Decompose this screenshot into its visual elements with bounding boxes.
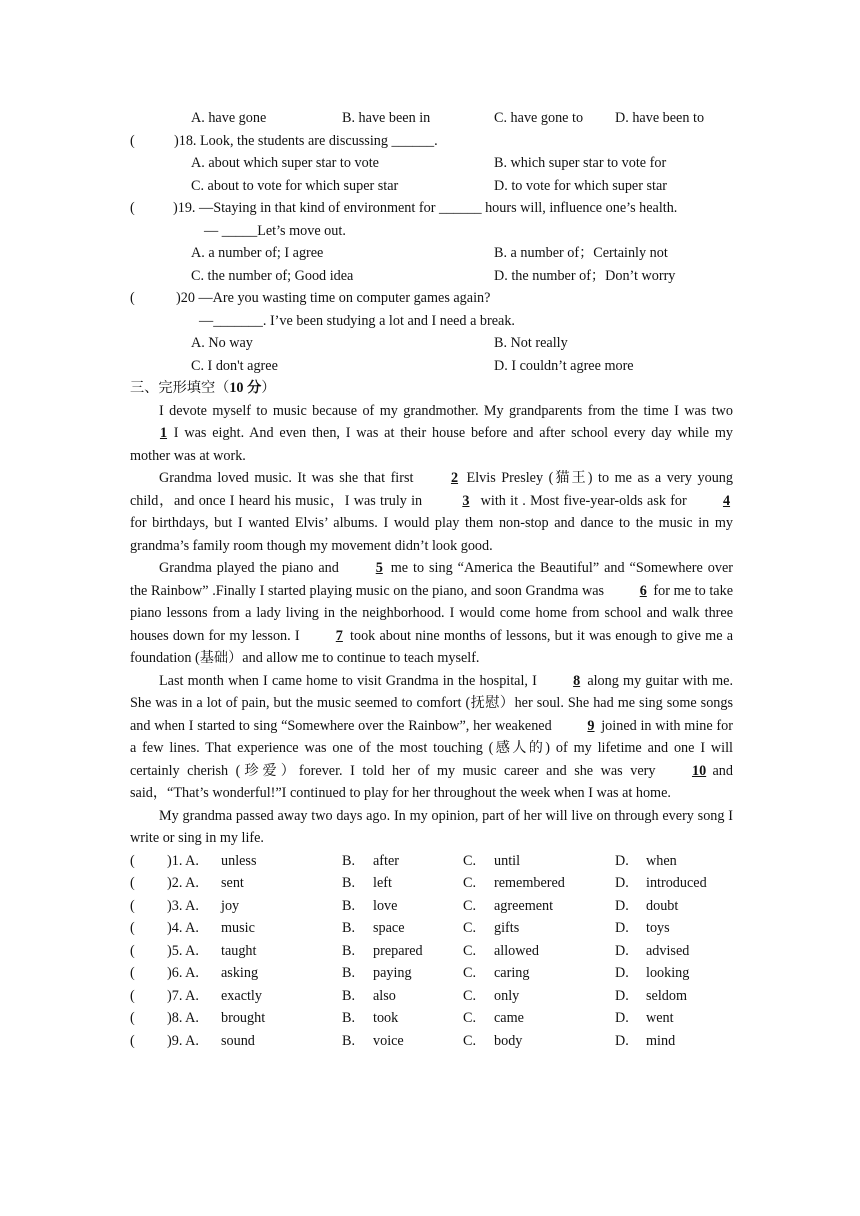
- choice-option-d: when: [646, 852, 677, 869]
- choice-row: [130, 895, 733, 918]
- passage-paragraph-1: I devote myself to music because of my grandmother. My grandparents from the time I was two 1 I was eight. And even then, I was at their house before and after school every day while my mother was at work.: [130, 402, 733, 464]
- exam-page: [130, 107, 733, 1052]
- choice-option-d: seldom: [646, 987, 687, 1004]
- choice-letter-c: C.: [463, 920, 477, 936]
- choice-letter-d: D.: [615, 942, 629, 959]
- choice-option-c: came: [494, 1010, 524, 1026]
- answer-paren: (: [130, 897, 135, 914]
- blank-9: 9: [587, 717, 595, 734]
- q19-stem: [130, 197, 733, 220]
- choice-letter-c: C.: [463, 987, 477, 1004]
- choice-option-a: sent: [221, 875, 244, 891]
- blank-1: 1: [159, 425, 168, 441]
- choice-letter-c: C.: [463, 965, 477, 981]
- choice-option-d: looking: [646, 965, 690, 981]
- passage-paragraph-2: Grandma loved music. It was she that first 2 Elvis Presley (猫王) to me as a very young child，and once I heard his music，I was truly in 3 with it . Most five-year-olds ask for 4 for birthdays, but I wanted Elvis’ albums. I would play them non-stop and dance to the music in my grandma’s family room though my movement didn’t look good.: [130, 467, 733, 557]
- choice-row: [130, 872, 733, 895]
- choice-letter-b: B.: [342, 1032, 356, 1049]
- q20-text: )20 —Are you wasting time on computer games again?: [176, 290, 491, 306]
- blank-5: 5: [375, 560, 383, 576]
- blank-7: 7: [335, 627, 343, 644]
- choice-option-a: brought: [221, 1010, 266, 1026]
- q20-option-b: B. Not really: [494, 335, 568, 351]
- choice-option-c: until: [494, 852, 521, 869]
- q19-options-row1: [130, 242, 733, 265]
- choice-letter-d: D.: [615, 852, 629, 869]
- blank-10: 10: [691, 762, 707, 779]
- q19-reply-text: — _____Let’s move out.: [204, 222, 346, 239]
- q18-options-row1: [130, 152, 733, 175]
- choice-option-b: took: [373, 1010, 399, 1026]
- choice-option-b: prepared: [373, 942, 423, 959]
- passage-paragraph-4: Last month when I came home to visit Grandma in the hospital, I 8 along my guitar with me. She was in a lot of pain, but the music seemed to comfort (抚慰）her soul. She had me sing some songs and when I started to sing “Somewhere over the Rainbow”, her weakened 9 joined in with mine for a few lines. That experience was one of the most touching (感人的) of my lifetime and one I will certainly cherish (珍爱）forever. I told her of my music career and she was very 10 and said，“That’s wonderful!”I continued to play for her throughout the week when I was at home.: [130, 670, 733, 805]
- choice-letter-b: B.: [342, 897, 356, 914]
- choice-number: )3. A.: [167, 897, 199, 914]
- blank-4: 4: [722, 492, 731, 509]
- choice-option-d: advised: [646, 942, 690, 959]
- choice-option-b: after: [373, 852, 399, 869]
- choice-letter-d: D.: [615, 875, 629, 891]
- choice-letter-d: D.: [615, 897, 629, 914]
- section-title: 三、完形填空（: [130, 380, 230, 396]
- choice-number: )1. A.: [167, 852, 199, 869]
- choice-row: [130, 850, 733, 873]
- q20-option-c: C. I don't agree: [191, 357, 278, 374]
- choice-option-d: toys: [646, 920, 670, 936]
- choice-option-c: remembered: [494, 875, 565, 891]
- q19-option-b: B. a number of；Certainly not: [494, 245, 668, 261]
- choice-option-c: agreement: [494, 897, 554, 914]
- choice-letter-b: B.: [342, 920, 356, 936]
- answer-paren: (: [130, 132, 135, 149]
- choice-letter-c: C.: [463, 852, 477, 869]
- q18-option-d: D. to vote for which super star: [494, 177, 667, 194]
- choice-option-d: introduced: [646, 875, 707, 891]
- answer-paren: (: [130, 965, 135, 981]
- q19-reply: [130, 220, 733, 243]
- blank-2: 2: [450, 470, 459, 486]
- q19-option-c: C. the number of; Good idea: [191, 267, 354, 284]
- choice-number: )2. A.: [167, 875, 199, 891]
- choice-number: )9. A.: [167, 1032, 199, 1049]
- choice-option-c: allowed: [494, 942, 539, 959]
- q20-option-d: D. I couldn’t agree more: [494, 357, 634, 374]
- q17-option-b: B. have been in: [342, 110, 431, 126]
- choice-number: )6. A.: [167, 965, 199, 981]
- answer-paren: (: [130, 852, 135, 869]
- choice-option-d: mind: [646, 1032, 676, 1049]
- choice-number: )4. A.: [167, 920, 199, 936]
- q19-text: )19. —Staying in that kind of environment for ______ hours will, influence one’s health.: [173, 200, 678, 216]
- choice-letter-b: B.: [342, 875, 356, 891]
- choice-letter-c: C.: [463, 897, 477, 914]
- q18-text: )18. Look, the students are discussing ______.: [174, 132, 438, 149]
- q19-option-d: D. the number of；Don’t worry: [494, 267, 676, 284]
- choice-letter-b: B.: [342, 942, 356, 959]
- passage-paragraph-5: My grandma passed away two days ago. In my opinion, part of her will live on through every song I write or sing in my life.: [130, 807, 733, 846]
- q20-stem: [130, 287, 733, 310]
- q17-options: [130, 107, 733, 130]
- q18-option-b: B. which super star to vote for: [494, 155, 667, 171]
- choice-row: [130, 962, 733, 985]
- choice-option-c: caring: [494, 965, 530, 981]
- choice-option-b: also: [373, 987, 396, 1004]
- answer-paren: (: [130, 920, 135, 936]
- q18-option-a: A. about which super star to vote: [191, 155, 379, 171]
- choice-letter-d: D.: [615, 1010, 629, 1026]
- blank-8: 8: [573, 672, 581, 689]
- choice-number: )8. A.: [167, 1010, 199, 1026]
- choice-option-a: joy: [221, 897, 240, 914]
- choice-option-a: taught: [221, 942, 257, 959]
- choice-option-d: went: [646, 1010, 674, 1026]
- answer-paren: (: [130, 942, 135, 959]
- choice-option-a: unless: [221, 852, 257, 869]
- choice-letter-c: C.: [463, 1032, 477, 1049]
- blank-6: 6: [639, 582, 647, 599]
- choice-letter-c: C.: [463, 1010, 477, 1026]
- choice-option-a: sound: [221, 1032, 255, 1049]
- answer-paren: (: [130, 875, 135, 891]
- choice-letter-b: B.: [342, 987, 356, 1004]
- answer-paren: (: [130, 1010, 135, 1026]
- choice-option-b: left: [373, 875, 392, 891]
- answer-paren: (: [130, 290, 135, 306]
- section-heading: [130, 377, 733, 400]
- choice-letter-d: D.: [615, 1032, 629, 1049]
- choice-option-a: exactly: [221, 987, 262, 1004]
- choice-row: [130, 1007, 733, 1030]
- q20-reply: [130, 310, 733, 333]
- section-close: ）: [261, 380, 276, 396]
- choice-number: )7. A.: [167, 987, 199, 1004]
- choice-option-a: music: [221, 920, 255, 936]
- choice-list: [130, 850, 733, 1053]
- choice-option-c: body: [494, 1032, 523, 1049]
- q18-stem: [130, 130, 733, 153]
- choice-row: [130, 917, 733, 940]
- section-score: 10 分: [229, 380, 262, 396]
- passage-paragraph-3: Grandma played the piano and 5 me to sing “America the Beautiful” and “Somewhere over the Rainbow” .Finally I started playing music on the piano, and soon Grandma was 6 for me to take piano lessons from a lady living in the neighborhood. I would come home from school and walk three houses down for my lesson. I 7 took about nine months of lessons, but it was enough to give me a foundation (基础）and allow me to continue to teach myself.: [130, 557, 733, 670]
- q19-options-row2: [130, 265, 733, 288]
- choice-option-b: voice: [373, 1032, 404, 1049]
- q18-options-row2: [130, 175, 733, 198]
- choice-option-d: doubt: [646, 897, 679, 914]
- choice-option-c: only: [494, 987, 520, 1004]
- choice-letter-b: B.: [342, 1010, 356, 1026]
- q20-options-row1: [130, 332, 733, 355]
- q17-option-a: A. have gone: [191, 110, 267, 126]
- q20-reply-text: —_______. I’ve been studying a lot and I need a break.: [199, 312, 515, 329]
- choice-letter-c: C.: [463, 942, 477, 959]
- answer-paren: (: [130, 1032, 135, 1049]
- choice-letter-d: D.: [615, 987, 629, 1004]
- q17-option-c: C. have gone to: [494, 110, 584, 126]
- choice-option-b: space: [373, 920, 405, 936]
- answer-paren: (: [130, 987, 135, 1004]
- q20-option-a: A. No way: [191, 335, 253, 351]
- choice-letter-d: D.: [615, 920, 629, 936]
- q20-options-row2: [130, 355, 733, 378]
- choice-row: [130, 1030, 733, 1053]
- choice-letter-b: B.: [342, 852, 356, 869]
- choice-option-a: asking: [221, 965, 259, 981]
- q17-option-d: D. have been to: [615, 110, 705, 126]
- answer-paren: (: [130, 200, 135, 216]
- q18-option-c: C. about to vote for which super star: [191, 177, 399, 194]
- choice-row: [130, 985, 733, 1008]
- choice-option-b: love: [373, 897, 398, 914]
- choice-letter-d: D.: [615, 965, 629, 981]
- choice-number: )5. A.: [167, 942, 199, 959]
- choice-option-c: gifts: [494, 920, 520, 936]
- q19-option-a: A. a number of; I agree: [191, 245, 324, 261]
- choice-letter-b: B.: [342, 965, 356, 981]
- choice-row: [130, 940, 733, 963]
- blank-3: 3: [462, 492, 470, 509]
- choice-option-b: paying: [373, 965, 412, 981]
- choice-letter-c: C.: [463, 875, 477, 891]
